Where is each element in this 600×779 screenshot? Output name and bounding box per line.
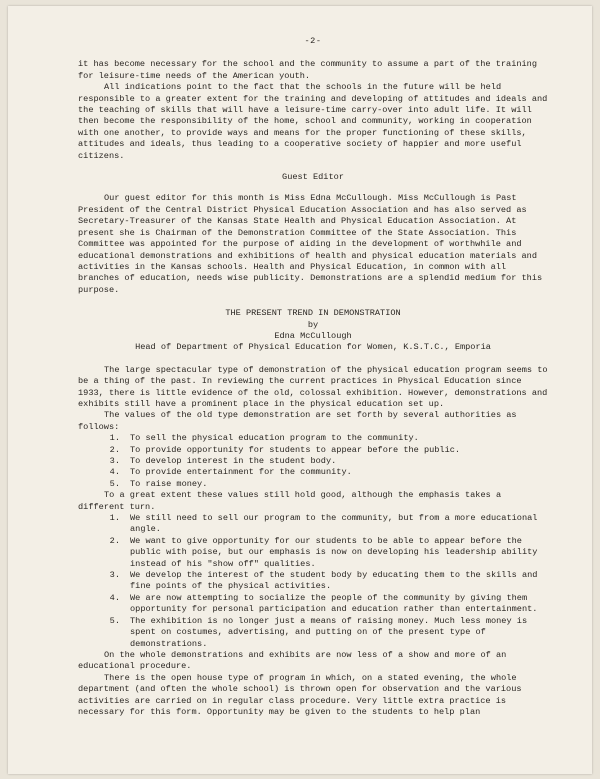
list-item-number: 1. <box>109 433 120 444</box>
article-byline: by <box>307 319 319 330</box>
list-item <box>78 445 548 456</box>
list-item-number: 2. <box>109 535 120 546</box>
list-item-number: 4. <box>109 467 120 478</box>
list-item-text: To raise money. <box>130 478 208 489</box>
article-author: Edna McCullough <box>274 330 352 341</box>
list-item-text: We want to give opportunity for our students to be able to appear before the public with poise, but our emphasis is now on developing his leadership ability instead of his "show off" qualities. <box>130 535 538 569</box>
list-item <box>78 536 548 570</box>
list-item-text: To provide entertainment for the community. <box>130 467 352 478</box>
list-item-number: 2. <box>109 444 120 455</box>
list-item-text: To develop interest in the student body. <box>130 456 337 466</box>
list-item-text: We are now attempting to socialize the people of the community by giving them opportunity for personal participation and education rather than entertainment. <box>130 592 538 615</box>
article-paragraph-1: The large spectacular type of demonstration of the physical education program seems to be a thing of the past. In reviewing the current practices in Physical Education since 1933, there is little evidence of the old, colossal exhibition. However, demonstrations and exhibits still have a prominent place in the physical education set up. <box>78 364 548 409</box>
article-paragraph-2: The values of the old type demonstration are set forth by several authorities as follows: <box>78 410 517 432</box>
list-item <box>78 433 548 444</box>
paper-sheet <box>8 6 592 774</box>
guest-editor-heading: Guest Editor <box>282 172 344 183</box>
list-item-number: 5. <box>109 478 120 489</box>
list-item <box>78 570 548 593</box>
article-paragraph-3: To a great extent these values still hold good, although the emphasis takes a different turn. <box>78 490 502 512</box>
list-item-number: 4. <box>109 592 120 603</box>
old-values-list <box>78 433 548 490</box>
list-item-text: We develop the interest of the student body by educating them to the skills and fine points of the physical activities. <box>130 570 538 592</box>
article-paragraph-4: On the whole demonstrations and exhibits are now less of a show and more of an educational procedure. <box>78 649 507 672</box>
list-item <box>78 513 548 536</box>
list-item-number: 1. <box>109 513 120 524</box>
list-item-text: The exhibition is no longer just a means of raising money. Much less money is spent on costumes, advertising, and putting on of the present type of demonstrations. <box>130 615 528 649</box>
new-values-list <box>78 513 548 650</box>
list-item <box>78 467 548 478</box>
list-item-number: 3. <box>109 570 120 581</box>
author-affiliation: Head of Department of Physical Education for Women, K.S.T.C., Emporia <box>135 342 491 353</box>
article-paragraph-5: There is the open house type of program in which, on a stated evening, the whole department (and often the whole school) is thrown open for observation and the various activities are carried on in regular class procedure. Very little extra practice is necessary for this form. Opportunity may be given to the students to help plan <box>78 672 522 717</box>
list-item <box>78 456 548 467</box>
list-item <box>78 479 548 490</box>
document-body <box>78 36 548 718</box>
article-title: THE PRESENT TREND IN DEMONSTRATION <box>225 308 401 319</box>
guest-editor-paragraph: Our guest editor for this month is Miss Edna McCullough. Miss McCullough is Past President of the Central District Physical Education Association and has also served as Secretary-Treasurer of the Kansas State Health and Physical Education Association. At present she is Chairman of the Demonstration Committee of the State Association. This Committee was appointed for the purpose of aiding in the development of worthwhile and educational demonstrations and exhibitions of health and physical education materials and activities in the Kansas schools. Health and Physical Education, in common with all branches of education, needs wise publicity. Demonstrations are a splendid medium for this purpose. <box>78 193 543 295</box>
list-item-number: 3. <box>109 456 120 466</box>
intro-paragraph-1: it has become necessary for the school and the community to assume a part of the training for leisure-time needs of the American youth. <box>78 59 537 81</box>
intro-paragraph-2: All indications point to the fact that the schools in the future will be held responsible to a greater extent for the training and developing of attitudes and ideals and the teaching of skills that will have a leisure-time carry-over into adult life. It will then become the responsibility of the home, school and community, working in cooperation with one another, to provide ways and means for the proper functioning of these skills, attitudes and ideals, thus leading to a cooperative society of happier and more useful citizens. <box>78 82 548 161</box>
list-item <box>78 616 548 650</box>
list-item-text: To sell the physical education program to the community. <box>130 433 419 444</box>
list-item <box>78 593 548 616</box>
list-item-text: To provide opportunity for students to appear before the public. <box>130 444 461 455</box>
page-number: -2- <box>304 36 322 46</box>
list-item-text: We still need to sell our program to the community, but from a more educational angle. <box>130 513 538 535</box>
list-item-number: 5. <box>109 615 120 626</box>
